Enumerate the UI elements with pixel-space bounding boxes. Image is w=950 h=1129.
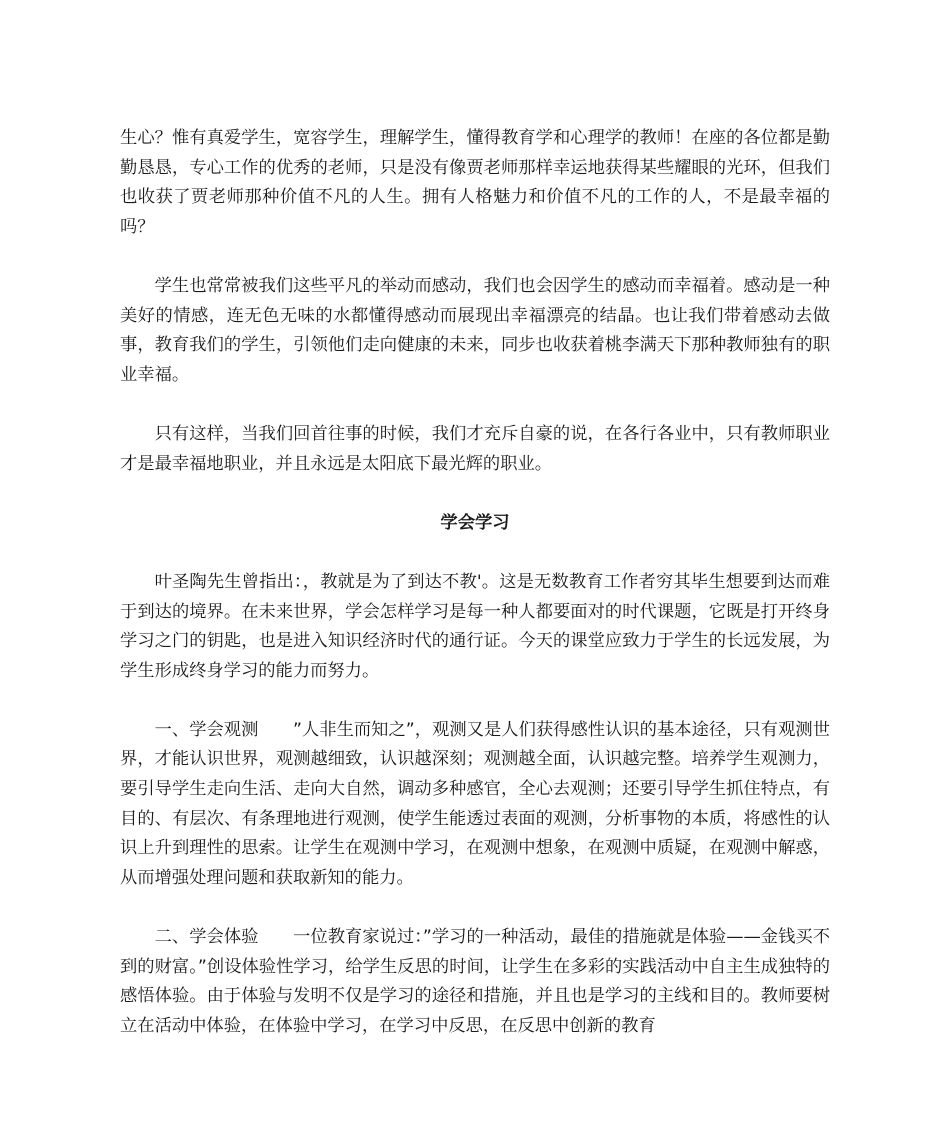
paragraph-body-experience: 一位教育家说过：”学习的一种活动，最佳的措施就是体验——金钱买不到的财富。”创设体验性学习，给学生反思的时间，让学生在多彩的实践活动中自主生成独特的感悟体验。由于体验与发明不仅是学习的途径和措施，并且也是学习的主线和目的。教师要树立在活动中体验，在体验中学习，在学习中反思，在反思中创新的教育 [120,927,830,1036]
section-paragraph-experience [120,923,830,1041]
document-page [120,124,830,1071]
section-paragraph-observe [120,716,830,894]
paragraph-lead-experience: 二、学会体验 [154,927,259,948]
section-paragraph-1: 叶圣陶先生曾指出：，教就是为了到达不教'。这是无数教育工作者穷其毕生想要到达而难于到达的境界。在未来世界，学会怎样学习是每一种人都要面对的时代课题，它既是打开终身学习之门的钥匙，也是进入知识经济时代的通行证。今天的课堂应致力于学生的长远发展，为学生形成终身学习的能力而努力。 [120,571,830,681]
section-heading: 学会学习 [440,512,510,533]
paragraph-3: 只有这样，当我们回首往事的时候，我们才充斥自豪的说，在各行各业中，只有教师职业才是最幸福地职业，并且永远是太阳底下最光辉的职业。 [120,423,830,474]
paragraph-2: 学生也常常被我们这些平凡的举动而感动，我们也会因学生的感动而幸福着。感动是一种美好的情感，连无色无味的水都懂得感动而展现出幸福漂亮的结晶。也让我们带着感动去做事，教育我们的学生，引领他们走向健康的未来，同步也收获着桃李满天下那种教师独有的职业幸福。 [120,275,830,385]
paragraph-lead-observe: 一、学会观测 [154,719,259,740]
paragraph-1: 生心？惟有真爱学生，宽容学生，理解学生，懂得教育学和心理学的教师！在座的各位都是勤勤恳恳，专心工作的优秀的老师，只是没有像贾老师那样幸运地获得某些耀眼的光环，但我们也收获了贾老师那种价值不凡的人生。拥有人格魅力和价值不凡的工作的人，不是最幸福的吗？ [120,128,830,237]
paragraph-body-observe: ”人非生而知之”，观测又是人们获得感性认识的基本途径，只有观测世界，才能认识世界，观测越细致，认识越深刻；观测越全面，认识越完整。培养学生观测力，要引导学生走向生活、走向大自然，调动多种感官，全心去观测；还要引导学生抓住特点，有目的、有层次、有条理地进行观测，使学生能透过表面的观测，分析事物的本质，将感性的认识上升到理性的思索。让学生在观测中学习，在观测中想象，在观测中质疑，在观测中解惑，从而增强处理问题和获取新知的能力。 [120,719,830,888]
